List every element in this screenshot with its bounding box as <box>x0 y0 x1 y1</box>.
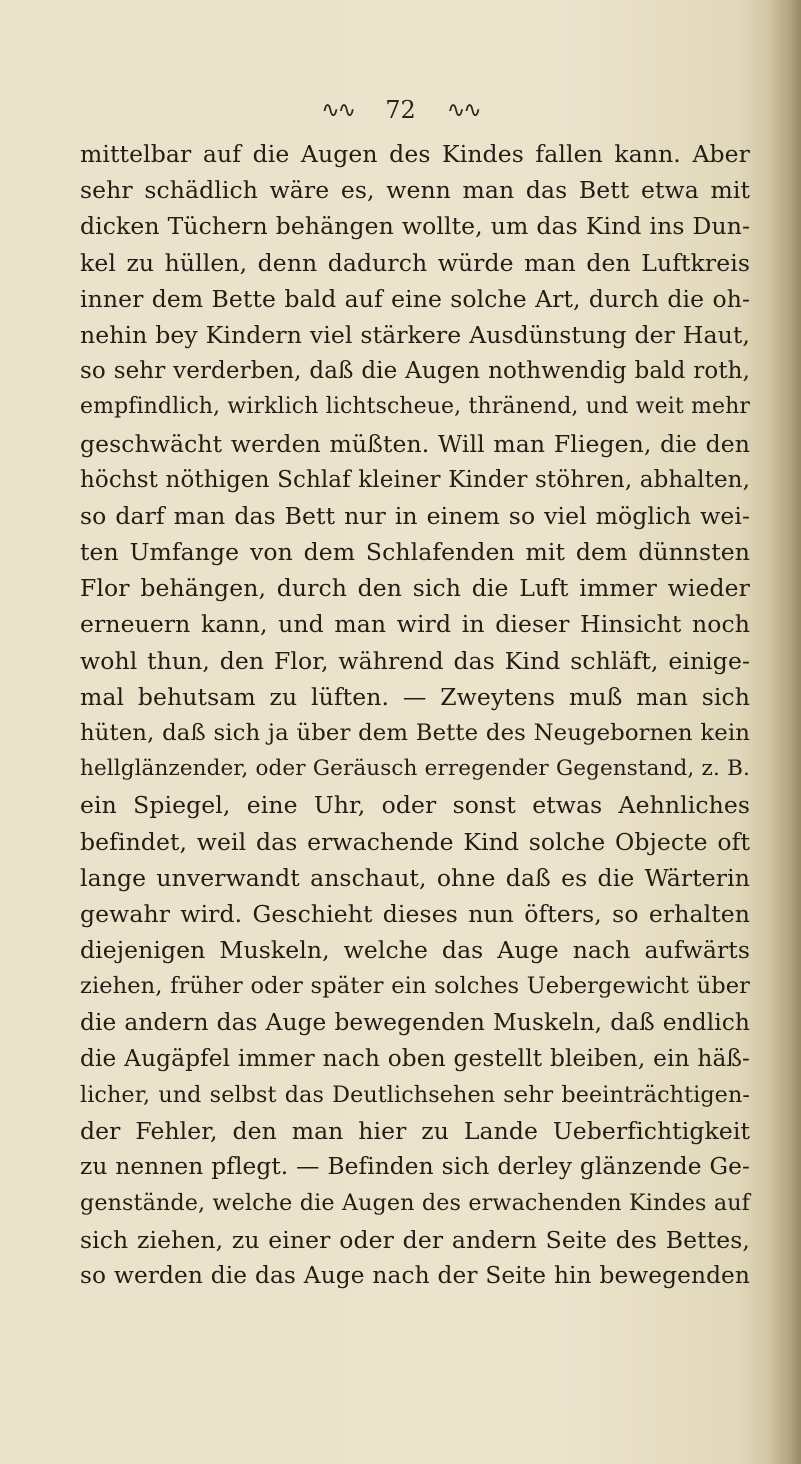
text-line: kel zu hüllen, denn dadurch würde man den Luftkreis <box>80 248 750 277</box>
text-line: Flor behängen, durch den sich die Luft immer wieder <box>80 574 750 603</box>
text-line: empfindlich, wirklich lichtscheue, thränend, und weit mehr <box>80 394 750 420</box>
text-line: ten Umfange von dem Schlafenden mit dem dünnsten <box>80 538 750 567</box>
text-line: die andern das Auge bewegenden Muskeln, daß endlich <box>80 1008 750 1036</box>
ornament-right-icon: ∿∿ <box>446 97 480 123</box>
text-line: inner dem Bette bald auf eine solche Art, durch die oh- <box>80 284 750 313</box>
text-line: der Fehler, den man hier zu Lande Ueberfichtigkeit <box>80 1117 750 1146</box>
text-line: höchst nöthigen Schlaf kleiner Kinder stöhren, abhalten, <box>80 466 750 493</box>
text-line: erneuern kann, und man wird in dieser Hinsicht noch <box>80 610 750 639</box>
text-line: wohl thun, den Flor, während das Kind schläft, einige- <box>80 646 750 675</box>
text-line: hüten, daß sich ja über dem Bette des Neugebornen kein <box>80 720 750 746</box>
text-line: hellglänzender, oder Geräusch erregender Gegenstand, z. B. <box>80 756 750 782</box>
text-line: mal behutsam zu lüften. — Zweytens muß man sich <box>80 682 750 711</box>
text-line: so werden die das Auge nach der Seite hin bewegenden <box>80 1261 750 1289</box>
text-line: so sehr verderben, daß die Augen nothwendig bald roth, <box>80 358 750 385</box>
text-line: so darf man das Bett nur in einem so viel möglich wei- <box>80 501 750 530</box>
text-line: ein Spiegel, eine Uhr, oder sonst etwas Aehnliches <box>80 791 750 820</box>
text-line: dicken Tüchern behängen wollte, um das Kind ins Dun- <box>80 212 750 241</box>
text-line: gewahr wird. Geschieht dieses nun öfters, so erhalten <box>80 899 750 928</box>
text-line: lange unverwandt anschaut, ohne daß es die Wärterin <box>80 863 750 892</box>
text-line: befindet, weil das erwachende Kind solche Objecte oft <box>80 827 750 856</box>
text-line: genstände, welche die Augen des erwachenden Kindes auf <box>80 1190 750 1217</box>
text-line: sich ziehen, zu einer oder der andern Seite des Bettes, <box>80 1225 750 1254</box>
page-number: 72 <box>385 96 416 124</box>
page-header <box>0 96 801 136</box>
text-line: nehin bey Kindern viel stärkere Ausdünstung der Haut, <box>80 320 750 349</box>
text-line: ziehen, früher oder später ein solches Uebergewicht über <box>80 973 750 1000</box>
text-line: mittelbar auf die Augen des Kindes fallen kann. Aber <box>80 140 750 168</box>
text-line: sehr schädlich wäre es, wenn man das Bett etwa mit <box>80 176 750 205</box>
body-text <box>80 136 750 1294</box>
text-line: diejenigen Muskeln, welche das Auge nach aufwärts <box>80 936 750 965</box>
text-line: licher, und selbst das Deutlichsehen sehr beeinträchtigen- <box>80 1081 750 1108</box>
text-line: die Augäpfel immer nach oben gestellt bleiben, ein häß- <box>80 1044 750 1072</box>
text-line: zu nennen pflegt. — Befinden sich derley glänzende Ge- <box>80 1153 750 1181</box>
text-line: geschwächt werden müßten. Will man Fliegen, die den <box>80 429 750 458</box>
page-edge-shadow <box>767 0 801 1464</box>
ornament-left-icon: ∿∿ <box>321 97 355 123</box>
